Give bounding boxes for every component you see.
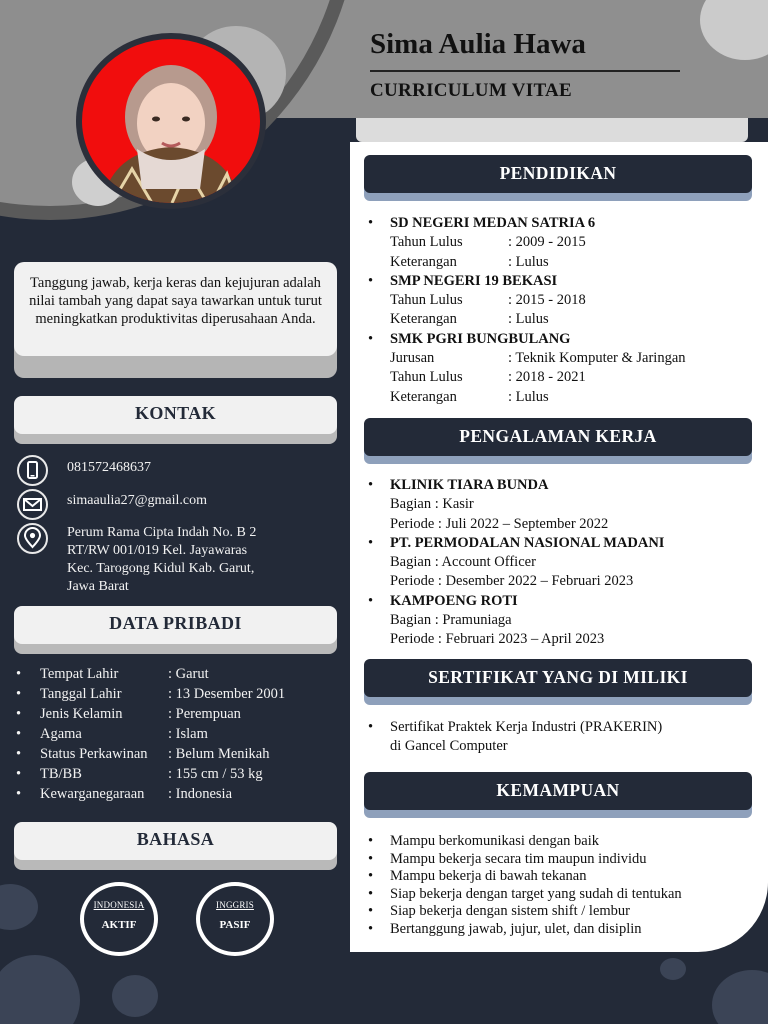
detail-row bbox=[368, 572, 664, 591]
role: Bagian : Account Officer bbox=[390, 554, 536, 571]
school-name: SD NEGERI MEDAN SATRIA 6 bbox=[390, 215, 596, 231]
list-item: • Siap bekerja dengan sistem shift / lembur bbox=[368, 903, 631, 919]
field-value: : Indonesia bbox=[168, 786, 233, 802]
list-item: • Sertifikat Praktek Kerja Industri (PRAKERIN) bbox=[368, 718, 662, 737]
field-label: TB/BB bbox=[40, 766, 82, 782]
address bbox=[67, 524, 256, 596]
language-title: BAHASA bbox=[136, 829, 215, 849]
list-item: • Mampu bekerja secara tim maupun individu bbox=[368, 850, 647, 867]
field-value: : 155 cm / 53 kg bbox=[168, 766, 263, 782]
location-pin-icon bbox=[17, 523, 48, 554]
company-name: KLINIK TIARA BUNDA bbox=[390, 477, 549, 493]
experience-list bbox=[368, 476, 664, 650]
detail-row bbox=[368, 553, 664, 572]
summary-text: Tanggung jawab, kerja keras dan kejujuran adalah nilai tambah yang dapat saya tawarkan untuk turut meningkatkan produktivitas diperusahaan Anda. bbox=[29, 275, 322, 327]
field-label: Tanggal Lahir bbox=[40, 686, 122, 702]
certificate-title: Sertifikat Praktek Kerja Industri (PRAKERIN) bbox=[390, 719, 663, 735]
language-header bbox=[14, 822, 337, 860]
personal-data-list bbox=[16, 666, 285, 806]
certificates-header: SERTIFIKAT YANG DI MILIKI bbox=[364, 659, 752, 697]
decor-circle bbox=[0, 955, 80, 1024]
decor-circle bbox=[112, 975, 158, 1017]
list-item: • PT. PERMODALAN NASIONAL MADANI bbox=[368, 534, 664, 553]
language-badge bbox=[196, 882, 274, 956]
field-label: Jenis Kelamin bbox=[40, 706, 123, 722]
list-item: • SMP NEGERI 19 BEKASI bbox=[368, 272, 686, 291]
detail-label: Keterangan bbox=[390, 253, 457, 270]
document-subtitle: CURRICULUM VITAE bbox=[370, 80, 573, 101]
detail-label: Keterangan bbox=[390, 311, 457, 328]
list-item: • Tanggal Lahir : 13 Desember 2001 bbox=[16, 686, 285, 706]
detail-row bbox=[368, 495, 664, 514]
period: Periode : Februari 2023 – April 2023 bbox=[390, 631, 605, 648]
list-item: • KAMPOENG ROTI bbox=[368, 592, 664, 611]
list-item: • Status Perkawinan : Belum Menikah bbox=[16, 746, 285, 766]
detail-row bbox=[368, 310, 686, 329]
skill-text: Siap bekerja dengan sistem shift / lembur bbox=[390, 903, 631, 919]
detail-value: : Lulus bbox=[508, 311, 549, 328]
list-item: • SMK PGRI BUNGBULANG bbox=[368, 330, 686, 349]
period: Periode : Desember 2022 – Februari 2023 bbox=[390, 573, 634, 590]
personal-data-header bbox=[14, 606, 337, 644]
phone-number[interactable]: 081572468637 bbox=[67, 460, 151, 475]
detail-value: : 2015 - 2018 bbox=[508, 292, 586, 309]
company-name: PT. PERMODALAN NASIONAL MADANI bbox=[390, 534, 665, 551]
header-strip bbox=[356, 118, 748, 142]
list-item: • KLINIK TIARA BUNDA bbox=[368, 476, 664, 495]
contact-header bbox=[14, 396, 337, 434]
skills-header: KEMAMPUAN bbox=[364, 772, 752, 810]
profile-photo-frame bbox=[76, 33, 266, 209]
mail-icon bbox=[17, 489, 48, 520]
detail-row bbox=[368, 291, 686, 310]
detail-row bbox=[368, 515, 664, 534]
profile-photo bbox=[82, 39, 260, 203]
role: Bagian : Kasir bbox=[390, 496, 474, 513]
field-label: Kewarganegaraan bbox=[40, 786, 145, 802]
list-item: • Bertanggung jawab, jujur, ulet, dan disiplin bbox=[368, 920, 642, 937]
detail-label: Tahun Lulus bbox=[390, 292, 463, 309]
contact-title: KONTAK bbox=[134, 403, 217, 423]
summary-card bbox=[14, 262, 337, 356]
certificates-list bbox=[368, 718, 662, 757]
detail-value: : 2009 - 2015 bbox=[508, 234, 586, 251]
field-value: : Belum Menikah bbox=[168, 746, 270, 762]
company-name: KAMPOENG ROTI bbox=[390, 592, 518, 609]
detail-value: : Lulus bbox=[508, 388, 549, 405]
language-name: INGGRIS bbox=[216, 900, 254, 910]
detail-row bbox=[368, 233, 686, 252]
field-value: : Islam bbox=[168, 726, 208, 742]
detail-row bbox=[368, 368, 686, 387]
list-item: • SD NEGERI MEDAN SATRIA 6 bbox=[368, 214, 686, 233]
avatar-illustration bbox=[82, 39, 260, 203]
list-item: • Tempat Lahir : Garut bbox=[16, 666, 285, 686]
field-label: Status Perkawinan bbox=[40, 746, 148, 762]
period: Periode : Juli 2022 – September 2022 bbox=[390, 515, 609, 532]
email-address[interactable]: simaaulia27@gmail.com bbox=[67, 493, 208, 508]
education-list bbox=[368, 214, 686, 407]
language-name: INDONESIA bbox=[93, 900, 145, 910]
detail-row bbox=[368, 737, 662, 756]
decor-circle bbox=[712, 970, 768, 1024]
certificate-issuer: di Gancel Computer bbox=[390, 738, 508, 755]
detail-label: Tahun Lulus bbox=[390, 369, 463, 386]
skill-text: Mampu bekerja di bawah tekanan bbox=[390, 868, 587, 884]
address-line: Jawa Barat bbox=[67, 579, 129, 594]
detail-label: Jurusan bbox=[390, 350, 435, 367]
phone-icon bbox=[17, 455, 48, 486]
detail-row bbox=[368, 630, 664, 649]
skill-text: Bertanggung jawab, jujur, ulet, dan disiplin bbox=[390, 920, 642, 937]
field-value: : Perempuan bbox=[168, 706, 241, 722]
detail-value: : Teknik Komputer & Jaringan bbox=[508, 350, 686, 367]
list-item: • Jenis Kelamin : Perempuan bbox=[16, 706, 285, 726]
language-level: PASIF bbox=[219, 919, 251, 931]
list-item: • Mampu berkomunikasi dengan baik bbox=[368, 833, 599, 849]
address-line: Kec. Tarogong Kidul Kab. Garut, bbox=[67, 561, 255, 576]
decor-circle bbox=[660, 958, 686, 980]
person-name: Sima Aulia Hawa bbox=[370, 28, 586, 60]
personal-data-title: DATA PRIBADI bbox=[109, 613, 242, 633]
detail-row bbox=[368, 388, 686, 407]
detail-value: : Lulus bbox=[508, 253, 549, 270]
detail-row bbox=[368, 611, 664, 630]
school-name: SMP NEGERI 19 BEKASI bbox=[390, 272, 558, 289]
detail-value: : 2018 - 2021 bbox=[508, 369, 586, 386]
language-badge bbox=[80, 882, 158, 956]
name-divider bbox=[370, 70, 680, 72]
detail-row bbox=[368, 253, 686, 272]
skill-text: Mampu berkomunikasi dengan baik bbox=[390, 833, 599, 849]
list-item: • Kewarganegaraan : Indonesia bbox=[16, 786, 285, 806]
address-line: RT/RW 001/019 Kel. Jayawaras bbox=[67, 543, 248, 558]
education-header: PENDIDIKAN bbox=[364, 155, 752, 193]
address-line: Perum Rama Cipta Indah No. B 2 bbox=[67, 525, 257, 540]
field-label: Agama bbox=[40, 726, 82, 742]
field-value: : Garut bbox=[168, 666, 209, 682]
skills-list bbox=[368, 833, 682, 938]
role: Bagian : Pramuniaga bbox=[390, 612, 512, 629]
detail-row bbox=[368, 349, 686, 368]
detail-label: Keterangan bbox=[390, 388, 457, 405]
experience-header: PENGALAMAN KERJA bbox=[364, 418, 752, 456]
detail-label: Tahun Lulus bbox=[390, 234, 463, 251]
list-item: • Mampu bekerja di bawah tekanan bbox=[368, 868, 587, 884]
skill-text: Mampu bekerja secara tim maupun individu bbox=[390, 850, 647, 867]
field-label: Tempat Lahir bbox=[40, 666, 119, 682]
list-item: • TB/BB : 155 cm / 53 kg bbox=[16, 766, 285, 786]
list-item: • Siap bekerja dengan target yang sudah di tentukan bbox=[368, 885, 682, 902]
field-value: : 13 Desember 2001 bbox=[168, 686, 286, 702]
language-level: AKTIF bbox=[101, 919, 137, 931]
school-name: SMK PGRI BUNGBULANG bbox=[390, 330, 571, 347]
skill-text: Siap bekerja dengan target yang sudah di tentukan bbox=[390, 885, 682, 902]
list-item: • Agama : Islam bbox=[16, 726, 285, 746]
decor-circle bbox=[0, 884, 38, 930]
